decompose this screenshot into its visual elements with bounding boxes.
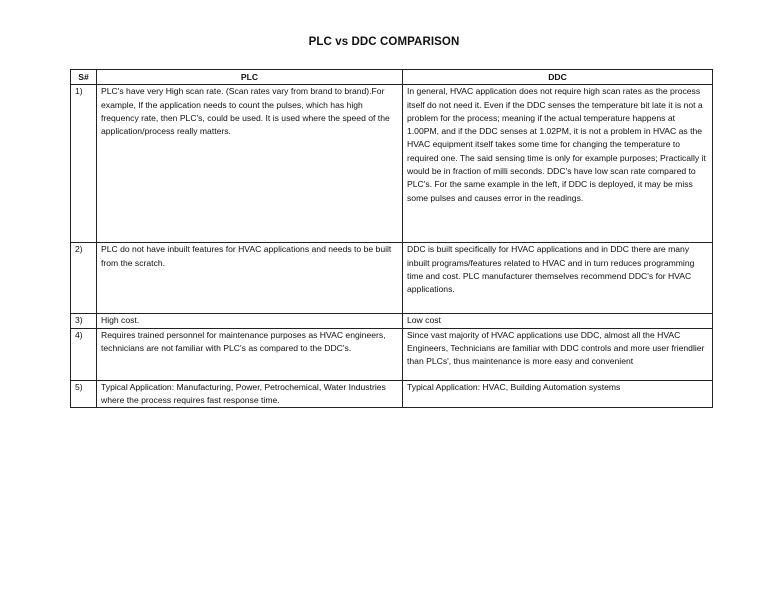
row-serial-number: 5): [71, 380, 97, 408]
row-serial-number: 2): [71, 243, 97, 314]
ddc-cell: Typical Application: HVAC, Building Automation systems: [403, 380, 713, 408]
header-plc: PLC: [97, 70, 403, 85]
comparison-table: [70, 69, 713, 408]
table-row: [71, 380, 713, 408]
plc-cell: High cost.: [97, 314, 403, 328]
header-ddc: DDC: [403, 70, 713, 85]
ddc-cell: Low cost: [403, 314, 713, 328]
row-serial-number: 1): [71, 85, 97, 243]
plc-cell: PLC do not have inbuilt features for HVAC applications and needs to be built from the scratch.: [97, 243, 403, 314]
plc-cell: Typical Application: Manufacturing, Power, Petrochemical, Water Industries where the process requires fast response time.: [97, 380, 403, 408]
row-serial-number: 3): [71, 314, 97, 328]
plc-cell: PLC's have very High scan rate. (Scan rates vary from brand to brand).For example, If the application needs to count the pulses, which has high frequency rate, then PLC's, could be used. It is used where the speed of the application/process really matters.: [97, 85, 403, 243]
table-row: [71, 328, 713, 380]
header-serial-number: S#: [71, 70, 97, 85]
table-header-row: [71, 70, 713, 85]
ddc-cell: DDC is built specifically for HVAC applications and in DDC there are many inbuilt programs/features related to HVAC and in turn reduces programming time and cost. PLC manufacturer themselves recommend DDC's for HVAC applications.: [403, 243, 713, 314]
ddc-cell: In general, HVAC application does not require high scan rates as the process itself do not need it. Even if the DDC senses the temperature bit late it is not a problem for the process; meaning if the actual temperature happens at 1.00PM, and if the DDC senses at 1.02PM, it is not a problem in HVAC as the HVAC equipment itself takes some time for changing the temperature to required one. The said sensing time is only for example purposes; Practically it would be in fraction of milli seconds. DDC's have low scan rate compared to PLC's. For the same example in the left, if DDC is deployed, it may be miss some pulses and causes error in the readings.: [403, 85, 713, 243]
page-title: PLC vs DDC COMPARISON: [308, 36, 460, 48]
table-row: [71, 85, 713, 243]
table-row: [71, 243, 713, 314]
row-serial-number: 4): [71, 328, 97, 380]
table-row: [71, 314, 713, 328]
ddc-cell: Since vast majority of HVAC applications use DDC, almost all the HVAC Engineers, Technicians are familiar with DDC controls and more user friendlier than PLCs', thus maintenance is more easy and convenient: [403, 328, 713, 380]
plc-cell: Requires trained personnel for maintenance purposes as HVAC engineers, technicians are not familiar with PLC's as compared to the DDC's.: [97, 328, 403, 380]
